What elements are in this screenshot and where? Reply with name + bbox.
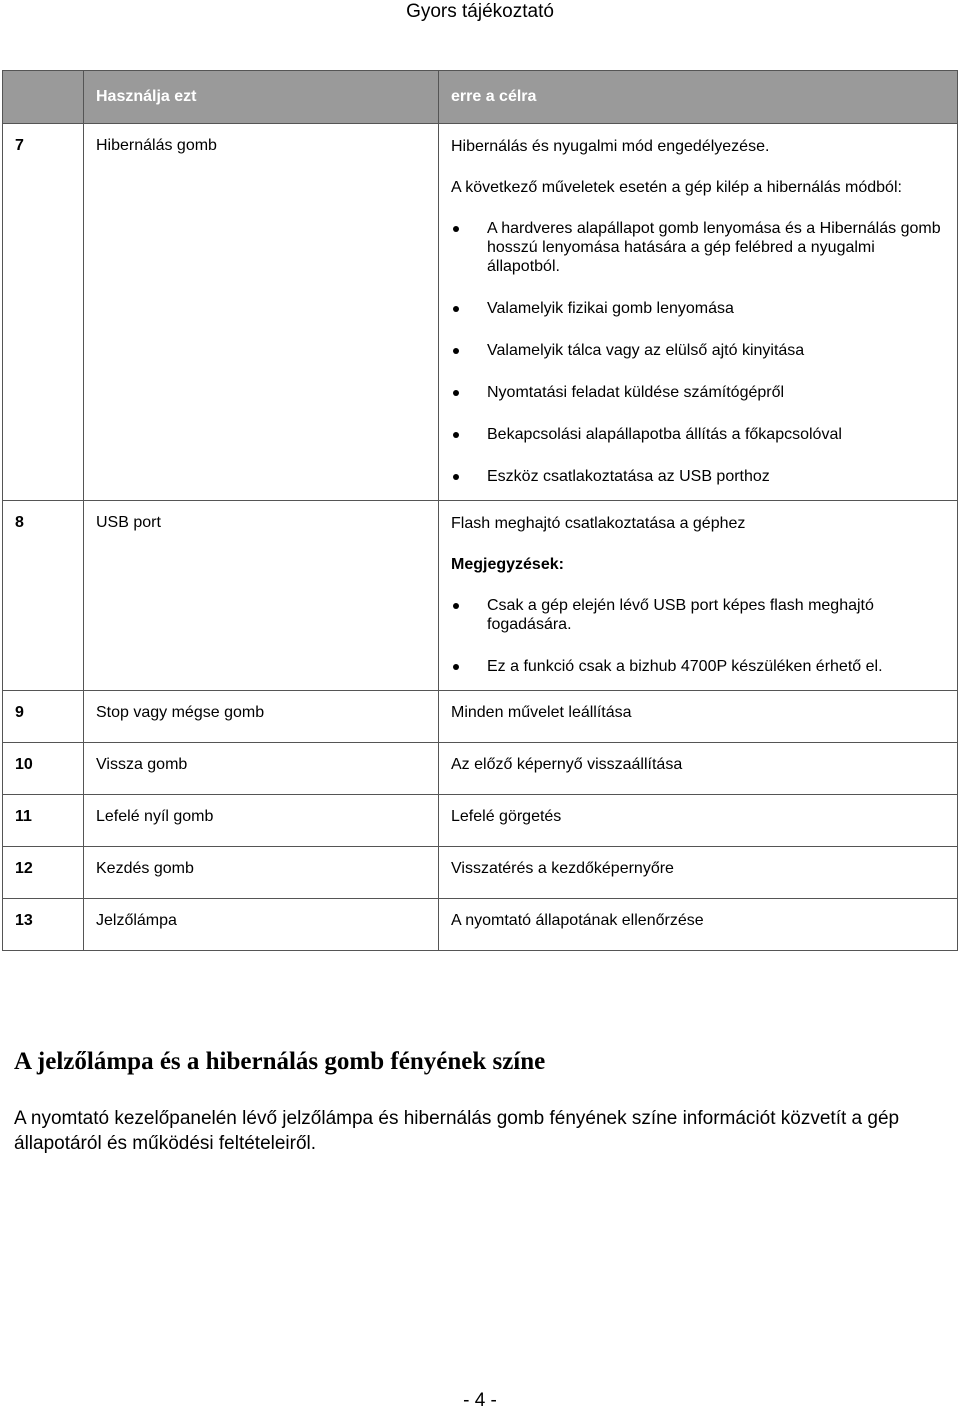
row-item-name: Hibernálás gomb: [84, 124, 439, 501]
row-purpose: Lefelé görgetés: [439, 795, 958, 847]
list-item: [451, 299, 945, 318]
list-item-text: Csak a gép elején lévő USB port képes flash meghajtó fogadására.: [487, 597, 874, 633]
row-item-name: Kezdés gomb: [84, 847, 439, 899]
header-cell-empty: [3, 71, 84, 124]
list-item: [451, 425, 945, 444]
bullet-icon: [453, 226, 459, 232]
list-item-text: Eszköz csatlakoztatása az USB porthoz: [487, 468, 770, 485]
running-header: Gyors tájékoztató: [406, 1, 554, 22]
bullet-icon: [453, 306, 459, 312]
bullet-icon: [453, 603, 459, 609]
list-item-text: Bekapcsolási alapállapotba állítás a főkapcsolóval: [487, 426, 842, 443]
table-row: [3, 795, 958, 847]
list-item: [451, 467, 945, 486]
list-item: [451, 657, 945, 676]
row-number: 7: [3, 124, 84, 501]
row-item-name: Lefelé nyíl gomb: [84, 795, 439, 847]
list-item-text: A hardveres alapállapot gomb lenyomása és a Hibernálás gomb hosszú lenyomása hatására a gép felébred a nyugalmi állapotból.: [487, 220, 941, 275]
page-number: - 4 -: [463, 1390, 497, 1411]
row-item-name: USB port: [84, 501, 439, 691]
row-purpose-cell: [439, 124, 958, 501]
table-row: [3, 847, 958, 899]
bullet-icon: [453, 474, 459, 480]
table-row: [3, 501, 958, 691]
table-row: [3, 743, 958, 795]
bullet-icon: [453, 432, 459, 438]
table-row: [3, 124, 958, 501]
row-purpose: Hibernálás és nyugalmi mód engedélyezése.: [451, 138, 770, 155]
table-row: [3, 691, 958, 743]
row-number: 10: [3, 743, 84, 795]
row-number: 8: [3, 501, 84, 691]
row-number: 12: [3, 847, 84, 899]
row-purpose-cell: [439, 501, 958, 691]
list-item-text: Nyomtatási feladat küldése számítógépről: [487, 384, 785, 401]
header-cell-use: Használja ezt: [84, 71, 439, 124]
section-body: A nyomtató kezelőpanelén lévő jelzőlámpa és hibernálás gomb fényének színe információt közvetít a gép állapotáról és működési feltételeiről.: [14, 1108, 900, 1154]
notes-label: Megjegyzések:: [451, 556, 564, 573]
row-purpose: Az előző képernyő visszaállítása: [439, 743, 958, 795]
bullet-icon: [453, 664, 459, 670]
list-item: [451, 383, 945, 402]
list-item: [451, 219, 945, 276]
row-item-name: Stop vagy mégse gomb: [84, 691, 439, 743]
list-item-text: Ez a funkció csak a bizhub 4700P készüléken érhető el.: [487, 658, 883, 675]
table-row: [3, 899, 958, 951]
header-cell-purpose: erre a célra: [439, 71, 958, 124]
row-item-name: Jelzőlámpa: [84, 899, 439, 951]
row-item-name: Vissza gomb: [84, 743, 439, 795]
exit-conditions-list: [451, 219, 945, 486]
list-item-text: Valamelyik fizikai gomb lenyomása: [487, 300, 734, 317]
control-panel-table: [2, 70, 958, 951]
list-item-text: Valamelyik tálca vagy az elülső ajtó kinyitása: [487, 342, 805, 359]
list-item: [451, 341, 945, 360]
row-purpose: Minden művelet leállítása: [439, 691, 958, 743]
row-number: 11: [3, 795, 84, 847]
bullet-icon: [453, 348, 459, 354]
section-title: A jelzőlámpa és a hibernálás gomb fényének színe: [14, 1048, 546, 1075]
row-purpose: Flash meghajtó csatlakoztatása a géphez: [451, 515, 746, 532]
row-purpose: Visszatérés a kezdőképernyőre: [439, 847, 958, 899]
table-header-row: [3, 71, 958, 124]
notes-list: [451, 596, 945, 676]
bullet-icon: [453, 390, 459, 396]
row-number: 9: [3, 691, 84, 743]
exit-conditions-intro: A következő műveletek esetén a gép kilép a hibernálás módból:: [451, 179, 902, 196]
row-number: 13: [3, 899, 84, 951]
row-purpose: A nyomtató állapotának ellenőrzése: [439, 899, 958, 951]
list-item: [451, 596, 945, 634]
